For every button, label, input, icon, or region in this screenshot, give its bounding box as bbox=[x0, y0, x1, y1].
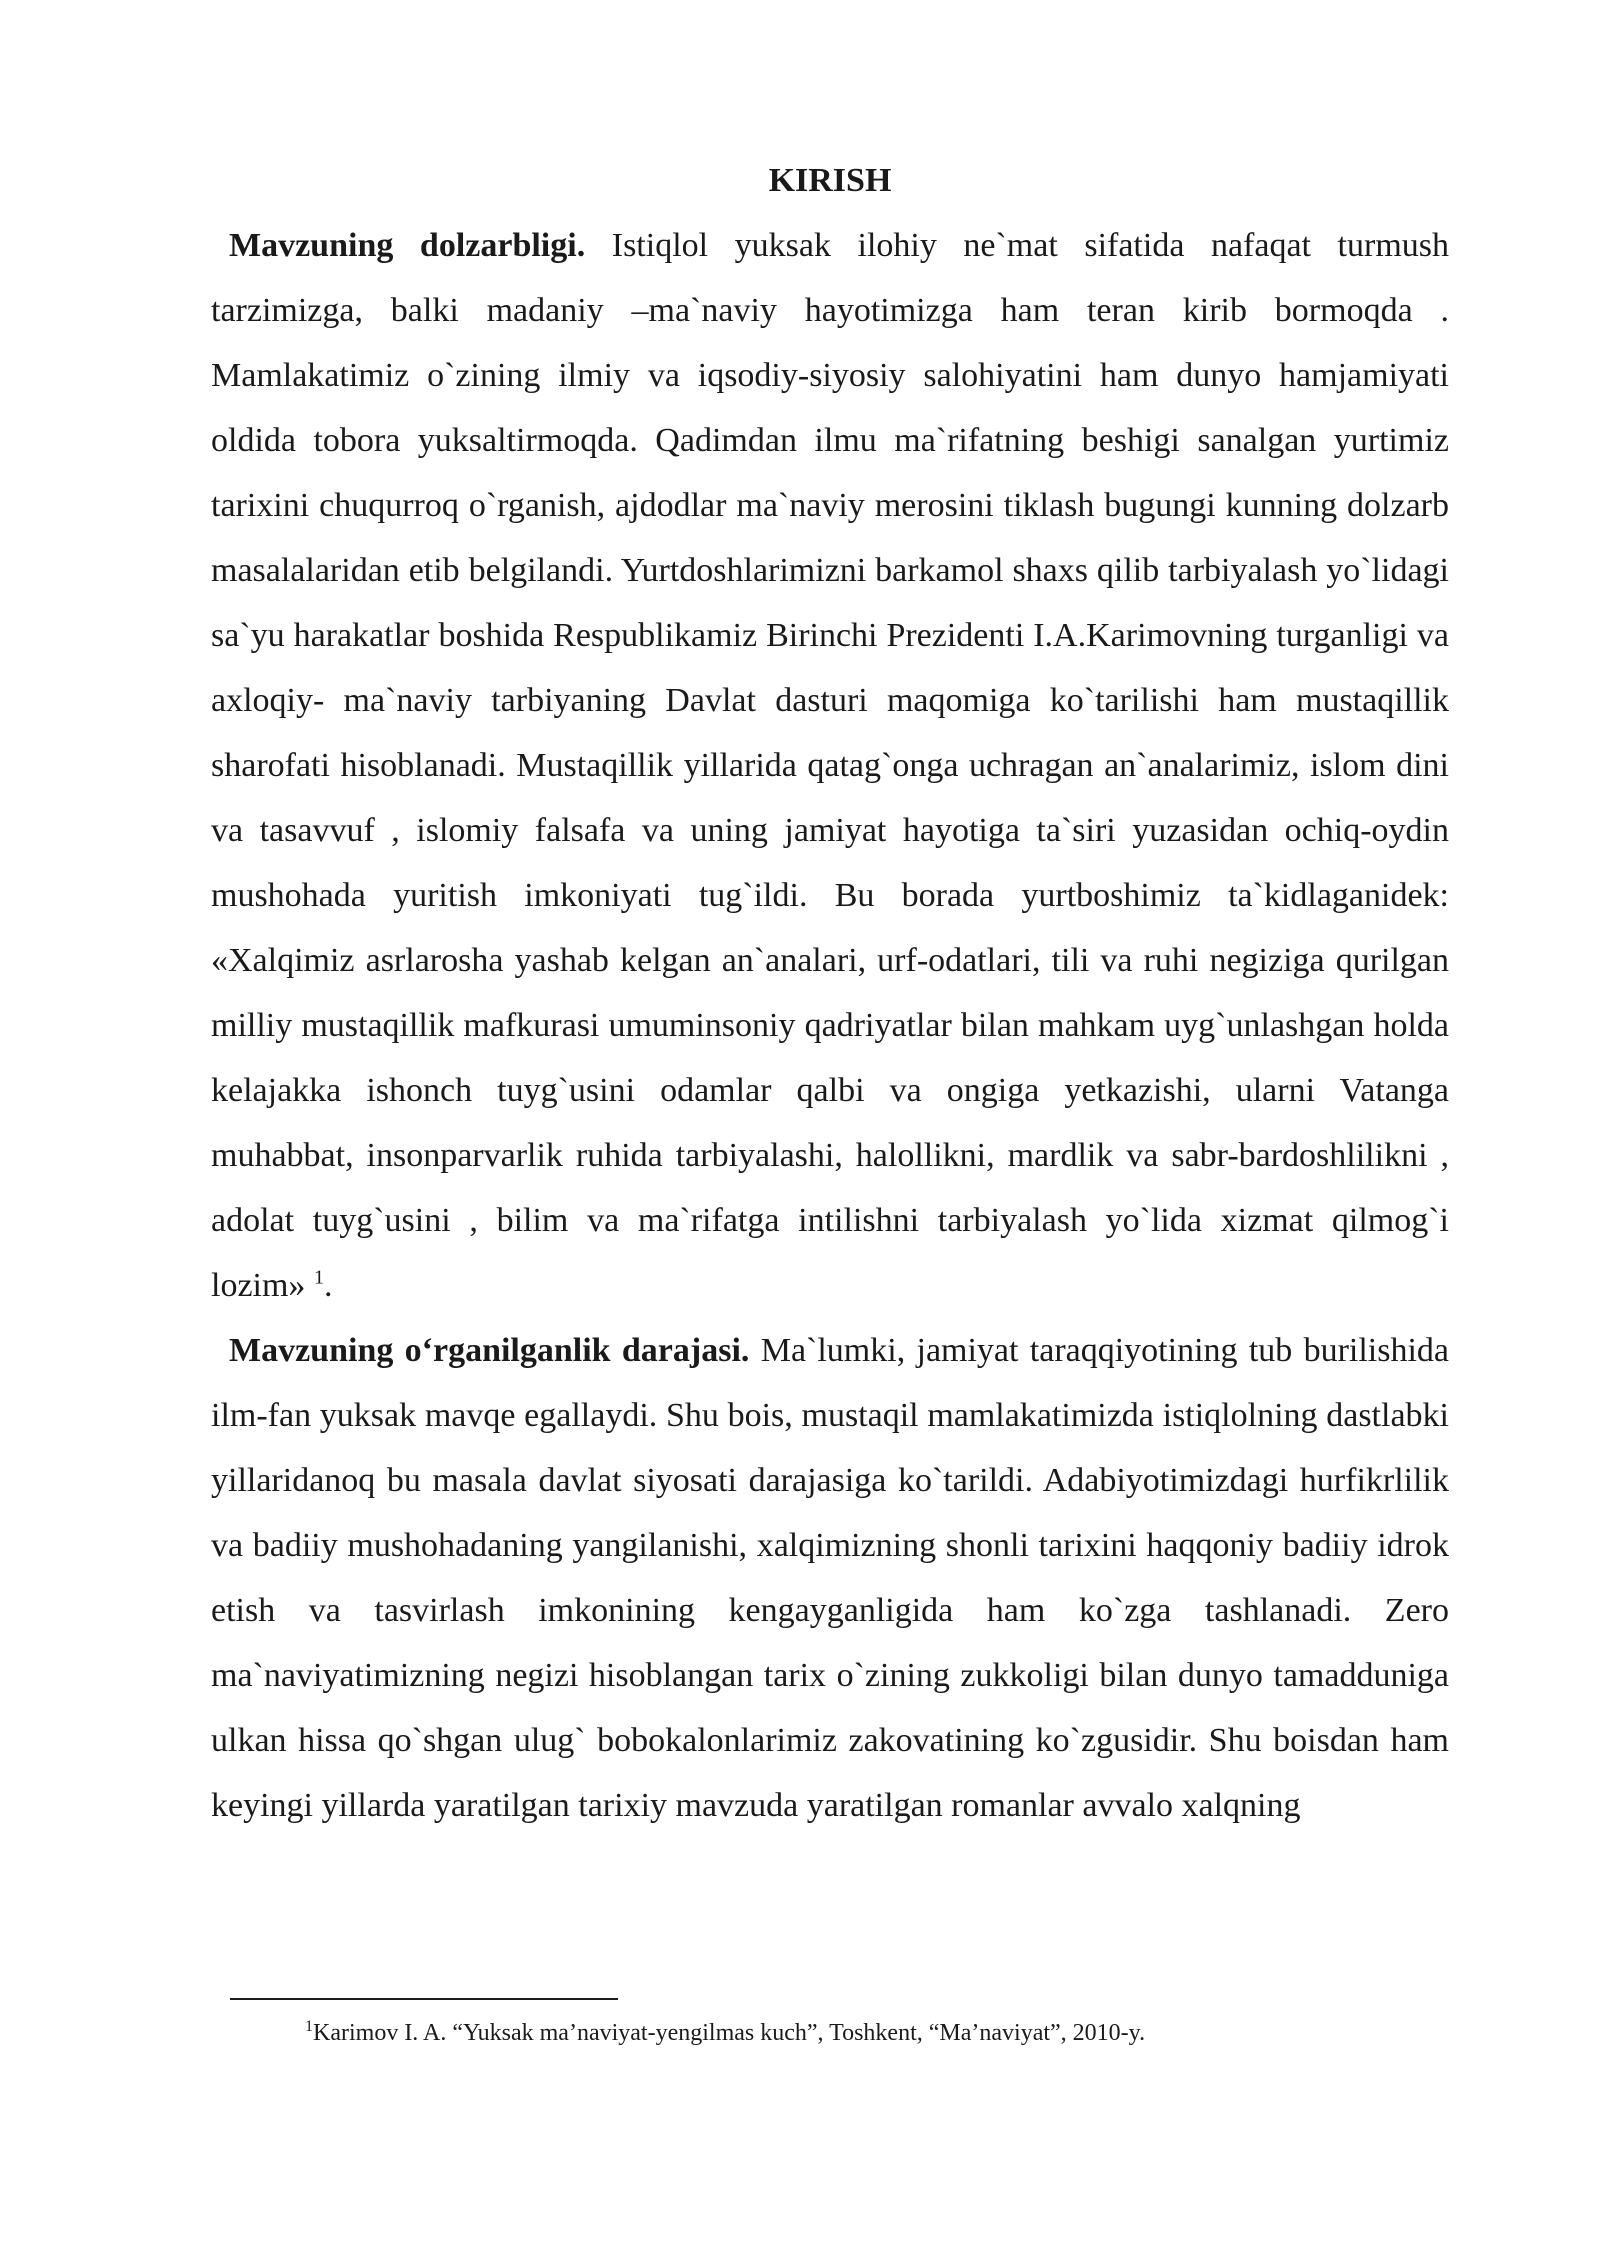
footnote-text: Karimov I. A. “Yuksak ma’naviyat-yengilmas kuch”, Toshkent, “Ma’naviyat”, 2010-y. bbox=[313, 2020, 1146, 2046]
footnote-marker: 1 bbox=[305, 2018, 313, 2035]
paragraph-lead-punct: . bbox=[576, 227, 586, 264]
footnote bbox=[305, 2018, 1405, 2048]
paragraph-lead: Mavzuning dolzarbligi bbox=[229, 227, 577, 264]
paragraph-lead: Mavzuning o‘rganilganlik darajasi. bbox=[229, 1332, 750, 1369]
paragraph-relevance bbox=[211, 213, 1449, 1318]
main-text bbox=[211, 148, 1449, 1838]
paragraph-study-level bbox=[211, 1318, 1449, 1838]
footnote-reference[interactable]: 1 bbox=[313, 1266, 324, 1289]
paragraph-body: Istiqlol yuksak ilohiy ne`mat sifatida nafaqat turmush tarzimizga, balki madaniy –ma`naviy hayotimizga ham teran kirib bormoqda . Mamlakatimiz o`zining ilmiy va iqsodiy-siyosiy salohiyatini ham dunyo hamjamiyati oldida tobora yuksaltirmoqda. Qadimdan ilmu ma`rifatning beshigi sanalgan yurtimiz tarixini chuqurroq o`rganish, ajdodlar ma`naviy merosini tiklash bugungi kunning dolzarb masalalaridan etib belgilandi. Yurtdoshlarimizni barkamol shaxs qilib tarbiyalash yo`lidagi sa`yu harakatlar boshida Respublikamiz Birinchi Prezidenti I.A.Karimovning turganligi va axloqiy- ma`naviy tarbiyaning Davlat dasturi maqomiga ko`tarilishi ham mustaqillik sharofati hisoblanadi. Mustaqillik yillarida qatag`onga uchragan an`analarimiz, islom dini va tasavvuf , islomiy falsafa va uning jamiyat hayotiga ta`siri yuzasidan ochiq-oydin mushohada yuritish imkoniyati tug`ildi. Bu borada yurtboshimiz ta`kidlaganidek: «Xalqimiz asrlarosha yashab kelgan an`analari, urf-odatlari, tili va ruhi negiziga qurilgan milliy mustaqillik mafkurasi umuminsoniy qadriyatlar bilan mahkam uyg`unlashgan holda kelajakka ishonch tuyg`usini odamlar qalbi va ongiga yetkazishi, ularni Vatanga muhabbat, insonparvarlik ruhida tarbiyalashi, halollikni, mardlik va sabr-bardoshlilikni , adolat tuyg`usini , bilim va ma`rifatga intilishni tarbiyalash yo`lida xizmat qilmog`i lozim» bbox=[211, 227, 1450, 1304]
paragraph-tail: . bbox=[323, 1267, 333, 1304]
page-title: KIRISH bbox=[768, 162, 892, 199]
paragraph-body: Ma`lumki, jamiyat taraqqiyotining tub burilishida ilm-fan yuksak mavqe egallaydi. Shu bois, mustaqil mamlakatimizda istiqlolning dastlabki yillaridanoq bu masala davlat siyosati darajasiga ko`tarildi. Adabiyotimizdagi hurfikrlilik va badiiy mushohadaning yangilanishi, xalqimizning shonli tarixini haqqoniy badiiy idrok etish va tasvirlash imkonining kengayganligida ham ko`zga tashlanadi. Zero ma`naviyatimizning negizi hisoblangan tarix o`zining zukkoligi bilan dunyo tamadduniga ulkan hissa qo`shgan ulug` bobokalonlarimiz zakovatining ko`zgusidir. Shu boisdan ham keyingi yillarda yaratilgan tarixiy mavzuda yaratilgan romanlar avvalo xalqning bbox=[211, 1332, 1450, 1824]
footnote-separator bbox=[230, 1998, 618, 2000]
